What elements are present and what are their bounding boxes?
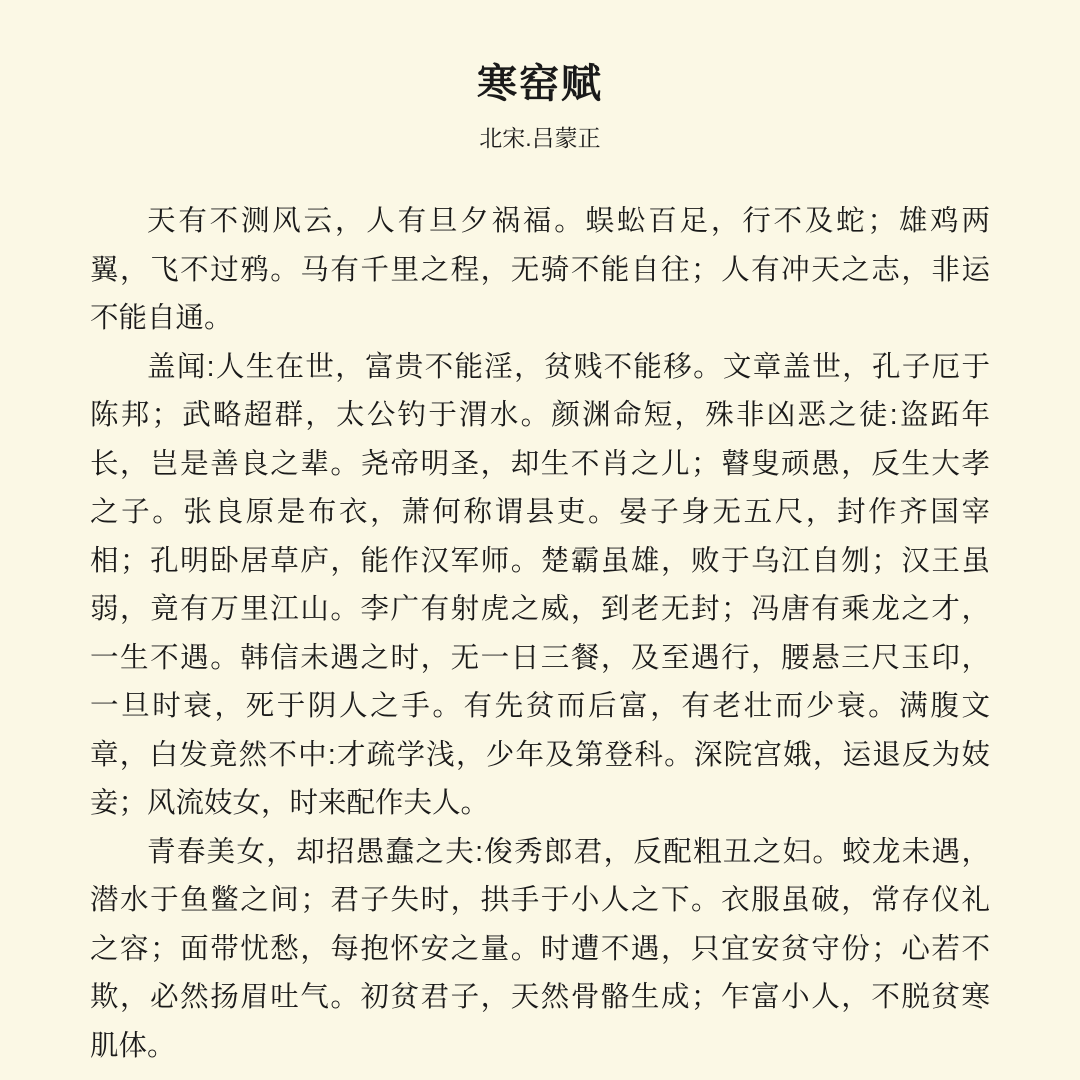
document-title: 寒窑赋 xyxy=(477,62,603,106)
paragraph-line: 潜水于鱼鳖之间；君子失时，拱手于小人之下。衣服虽破，常存仪礼 xyxy=(90,884,990,916)
document-author: 北宋.吕蒙正 xyxy=(479,125,601,151)
paragraph-line: 盖闻:人生在世，富贵不能淫，贫贱不能移。文章盖世，孔子厄于 xyxy=(147,350,990,383)
paragraph-line: 不能自通。 xyxy=(90,302,233,334)
paragraph-line: 一旦时衰，死于阴人之手。有先贫而后富，有老壮而少衰。满腹文 xyxy=(90,690,990,722)
paragraph-line: 之子。张良原是布衣，萧何称谓县吏。晏子身无五尺，封作齐国宰 xyxy=(90,496,990,528)
paragraph-line: 长，岂是善良之辈。尧帝明圣，却生不肖之儿；瞽叟顽愚，反生大孝 xyxy=(90,447,990,480)
paragraph-line: 陈邦；武略超群，太公钓于渭水。颜渊命短，殊非凶恶之徒:盗跖年 xyxy=(90,399,990,431)
paragraph-line: 章，白发竟然不中:才疏学浅，少年及第登科。深院宫娥，运退反为妓 xyxy=(90,738,990,771)
paragraph-line: 青春美女，却招愚蠢之夫:俊秀郎君，反配粗丑之妇。蛟龙未遇， xyxy=(147,835,990,868)
paragraph-line: 相；孔明卧居草庐，能作汉军师。楚霸虽雄，败于乌江自刎；汉王虽 xyxy=(90,544,990,577)
paragraph-line: 欺，必然扬眉吐气。初贫君子，天然骨骼生成；乍富小人，不脱贫寒 xyxy=(90,981,990,1013)
paragraph-line: 弱，竟有万里江山。李广有射虎之威，到老无封；冯唐有乘龙之才， xyxy=(90,593,990,625)
paragraph-line: 之容；面带忧愁，每抱怀安之量。时遭不遇，只宜安贫守份；心若不 xyxy=(90,932,990,965)
document-body xyxy=(90,197,990,1070)
paragraph-line: 天有不测风云，人有旦夕祸福。蜈蚣百足，行不及蛇；雄鸡两 xyxy=(147,205,990,237)
paragraph-line: 翼，飞不过鸦。马有千里之程，无骑不能自往；人有冲天之志，非运 xyxy=(90,253,990,286)
paragraph-line: 妾；风流妓女，时来配作夫人。 xyxy=(90,787,490,819)
paragraph-line: 一生不遇。韩信未遇之时，无一日三餐，及至遇行，腰悬三尺玉印， xyxy=(90,641,990,674)
paragraph-line: 肌体。 xyxy=(90,1029,176,1062)
